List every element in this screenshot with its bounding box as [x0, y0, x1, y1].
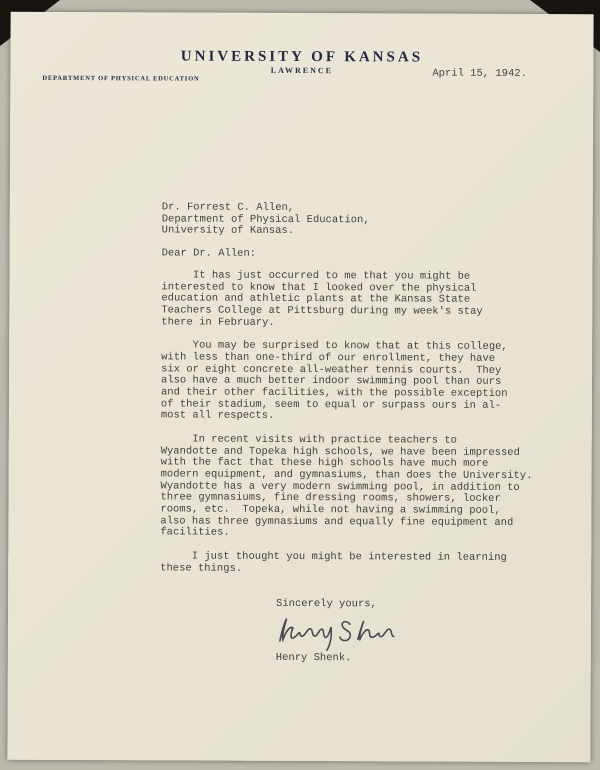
letterhead-university-name: UNIVERSITY OF KANSAS: [180, 48, 424, 66]
letterhead-department: DEPARTMENT OF PHYSICAL EDUCATION: [42, 74, 200, 83]
typed-signature-name: Henry Shenk.: [275, 651, 352, 665]
letter-date: April 15, 1942.: [432, 67, 527, 80]
salutation: Dear Dr. Allen:: [161, 247, 257, 260]
body-paragraph-1: It has just occurred to me that you might be interested to know that I looked over the physical education and athletic plants at the Kansas State Teachers College at Pittsburg during my week's stay there in February.: [161, 269, 483, 329]
letterhead-city: LAWRENCE: [270, 65, 334, 76]
closing-line: Sincerely yours,: [276, 597, 377, 611]
body-paragraph-3: In recent visits with practice teachers to Wyandotte and Topeka high schools, we have been impressed with the fact that these high schools have much more modern equipment, and gymnasiums, than does the University. Wyandotte has a very modern swimming pool, in addition to three gymnasiums, fine dressing rooms, showers, locker rooms, etc. Topeka, while not having a swimming pool, also has three gymnasiums and equally fine equipment and facilities.: [160, 433, 533, 540]
body-paragraph-4: I just thought you might be interested in learning these things.: [160, 550, 507, 575]
letter-body: [160, 270, 551, 588]
letter-page: [7, 12, 593, 763]
recipient-address-block: Dr. Forrest C. Allen, Department of Physical Education, University of Kansas.: [161, 201, 370, 238]
body-paragraph-2: You may be surprised to know that at this college, with less than one-third of our enrollment, they have six or eight concrete all-weather tennis courts. They also have a much better indoor swimming pool than ours and their other facilities, with the possible exception of their stadium, seem to equal or surpass ours in al- most all respects.: [160, 339, 508, 423]
handwritten-signature: [272, 609, 402, 654]
